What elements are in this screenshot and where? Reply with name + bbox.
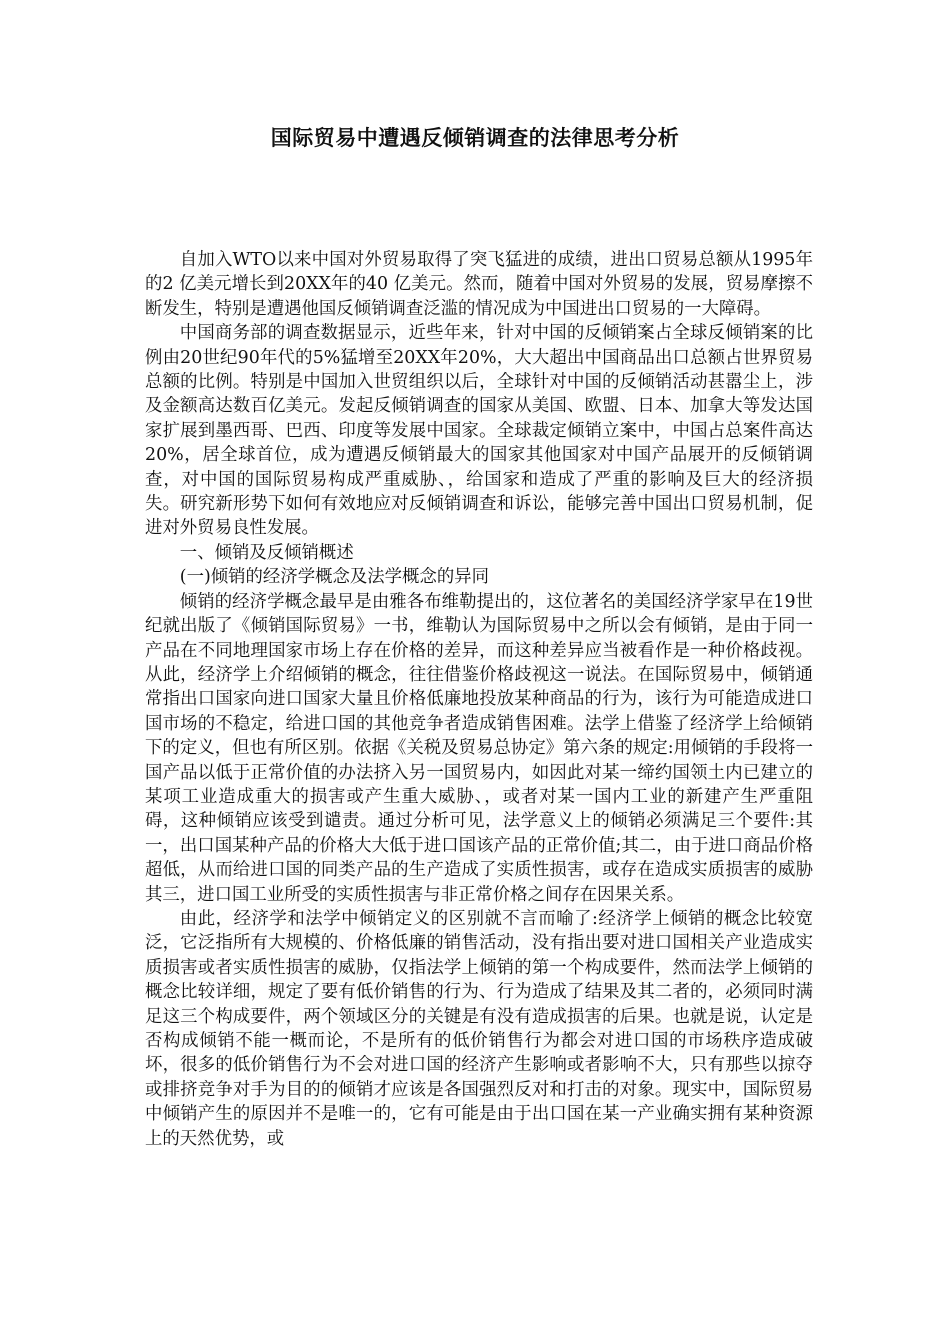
document-title: 国际贸易中遭遇反倾销调查的法律思考分析 xyxy=(270,125,680,150)
section-heading: 一、倾销及反倾销概述 xyxy=(179,542,354,563)
paragraph-dumping-concept: 倾销的经济学概念最早是由雅各布维勒提出的，这位著名的美国经济学家早在19世纪就出版了《倾销国际贸易》一书，维勒认为国际贸易中之所以会有倾销，是由于同一产品在不同地理国家市场上存在价格的差异，而这种差异应当被看作是一种价格歧视。从此，经济学上介绍倾销的概念，往往借鉴价格歧视这一说法。在国际贸易中，倾销通常指出口国家向进口国家大量且价格低廉地投放某种商品的行为，该行为可能造成进口国市场的不稳定，给进口国的其他竞争者造成销售困难。法学上借鉴了经济学上给倾销下的定义，但也有所区别。依据《关税及贸易总协定》第六条的规定:用倾销的手段将一国产品以低于正常价值的办法挤入另一国贸易内，如因此对某一缔约国领土内已建立的某项工业造成重大的损害或产生重大威胁、，或者对某一国内工业的新建产生严重阻碍，这种倾销应该受到谴责。通过分析可见，法学意义上的倾销必须满足三个要件:其一，出口国某种产品的价格大大低于进口国该产品的正常价值;其二，由于进口商品价格超低，从而给进口国的同类产品的生产造成了实质性损害，或存在造成实质损害的威胁其三，进口国工业所受的实质性损害与非正常价格之间存在因果关系。 xyxy=(145,591,813,905)
paragraph-intro: 自加入WTO以来中国对外贸易取得了突飞猛进的成绩，进出口贸易总额从1995年的2 亿美元增长到20XX年的40 亿美元。然而，随着中国对外贸易的发展，贸易摩擦不断发生，特别是遭遇他国反倾销调查泛滥的情况成为中国进出口贸易的一大障碍。 xyxy=(145,250,813,319)
subsection-heading: (一)倾销的经济学概念及法学概念的异同 xyxy=(179,567,490,588)
document-body xyxy=(145,248,813,1151)
paragraph-definition-difference: 由此，经济学和法学中倾销定义的区别就不言而喻了:经济学上倾销的概念比较宽泛，它泛指所有大规模的、价格低廉的销售活动，没有指出要对进口国相关产业造成实质损害或者实质性损害的威胁，仅指法学上倾销的第一个构成要件，然而法学上倾销的概念比较详细，规定了要有低价销售的行为、行为造成了结果及其二者的，必须同时满足这三个构成要件，两个领域区分的关键是有没有造成损害的后果。也就是说，认定是否构成倾销不能一概而论，不是所有的低价销售行为都会对进口国的市场秩序造成破坏，很多的低价销售行为不会对进口国的经济产生影响或者影响不大，只有那些以掠夺或排挤竞争对手为目的的倾销才应该是各国强烈反对和打击的对象。现实中，国际贸易中倾销产生的原因并不是唯一的，它有可能是由于出口国在某一产业确实拥有某种资源上的天然优势，或 xyxy=(145,908,813,1149)
paragraph-statistics: 中国商务部的调查数据显示，近些年来，针对中国的反倾销案占全球反倾销案的比例由20世纪90年代的5%猛增至20XX年20%，大大超出中国商品出口总额占世界贸易总额的比例。特别是中国加入世贸组织以后，全球针对中国的反倾销活动甚嚣尘上，涉及金额高达数百亿美元。发起反倾销调查的国家从美国、欧盟、日本、加拿大等发达国家扩展到墨西哥、巴西、印度等发展中国家。全球裁定倾销立案中，中国占总案件高达20%，居全球首位，成为遭遇反倾销最大的国家其他国家对中国产品展开的反倾销调查，对中国的国际贸易构成严重威胁、，给国家和造成了严重的影响及巨大的经济损失。研究新形势下如何有效地应对反倾销调查和诉讼，能够完善中国出口贸易机制，促进对外贸易良性发展。 xyxy=(145,323,813,539)
